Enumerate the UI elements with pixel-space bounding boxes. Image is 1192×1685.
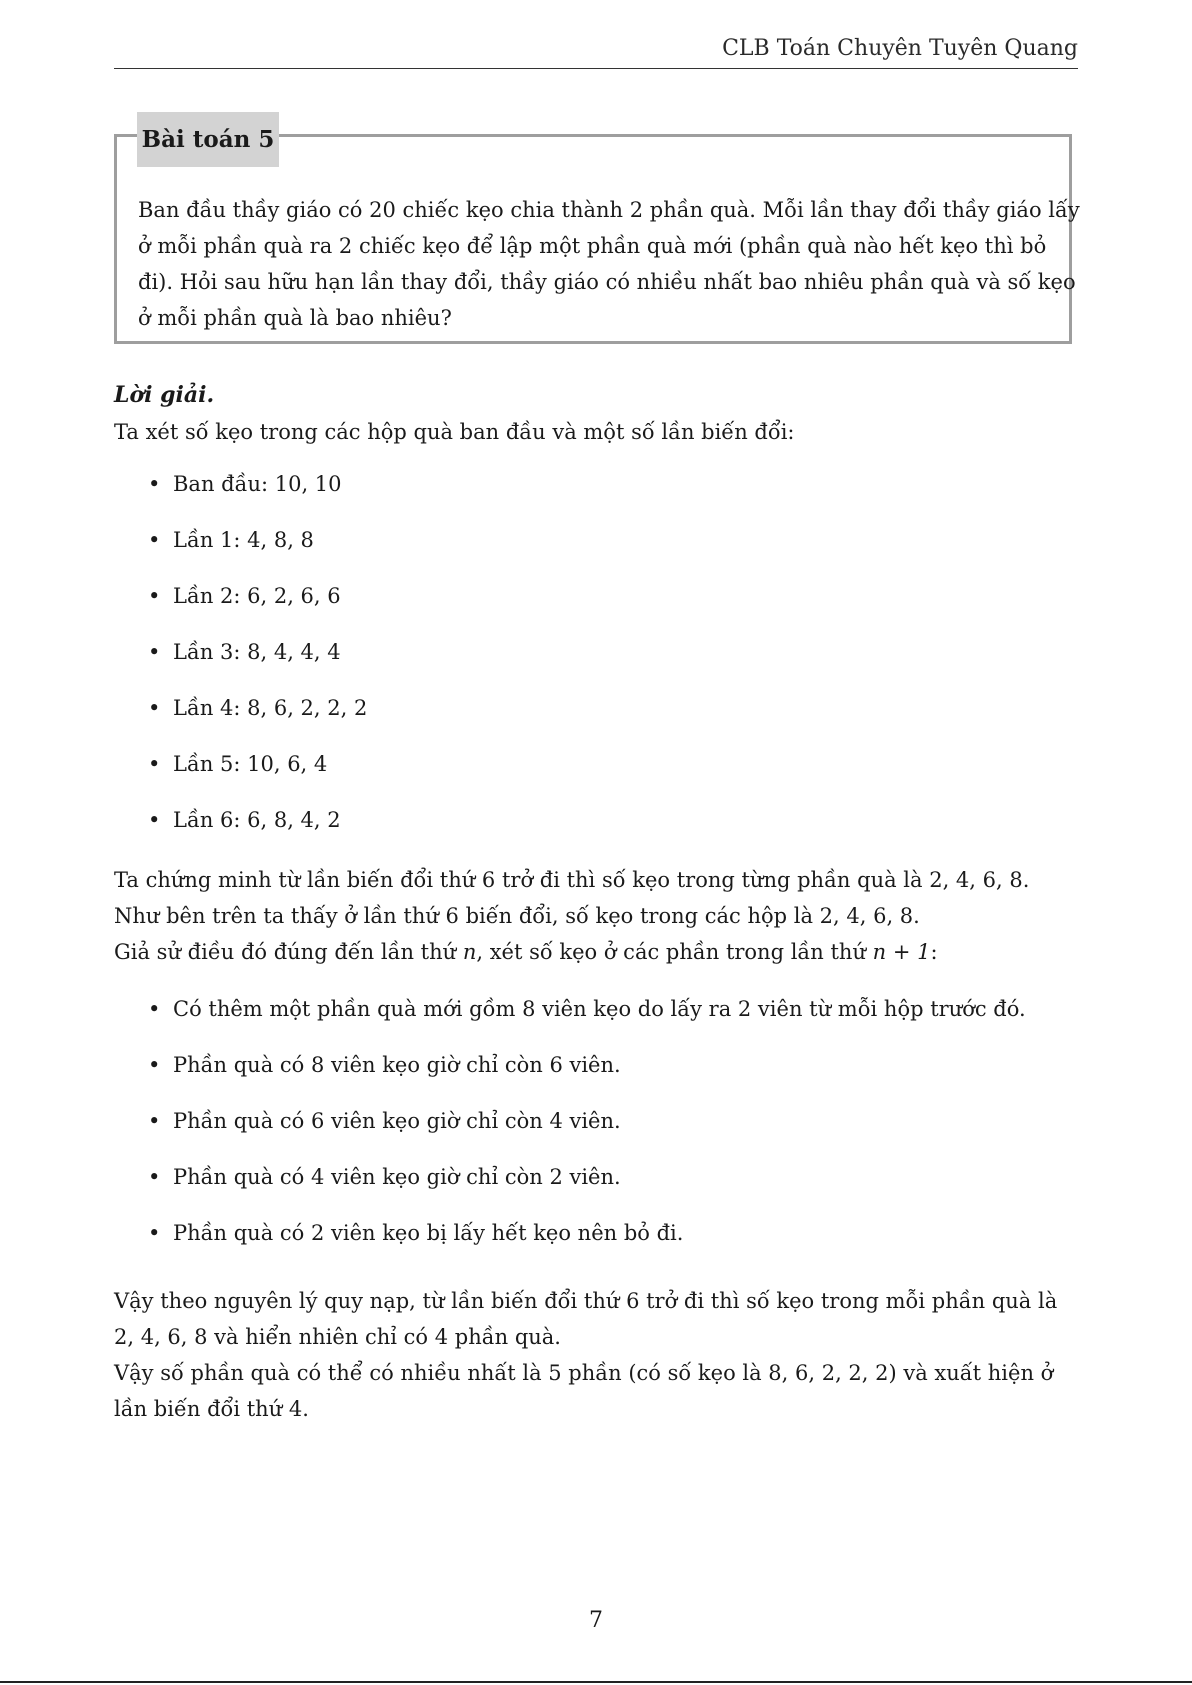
proof-text: , xét số kẹo ở các phần trong lần thứ xyxy=(476,940,873,964)
proof-line: Ta chứng minh từ lần biến đổi thứ 6 trở đi thì số kẹo trong từng phần quà là 2, 4, 6, 8. xyxy=(114,868,1030,892)
list-item xyxy=(148,640,341,664)
bullet-icon: • xyxy=(148,640,161,664)
list-item xyxy=(148,472,342,496)
list-item-text: Lần 5: 10, 6, 4 xyxy=(173,752,328,776)
math-variable: n xyxy=(462,940,477,964)
list-item-text: Lần 6: 6, 8, 4, 2 xyxy=(173,808,341,832)
list-item xyxy=(148,808,341,832)
bullet-icon: • xyxy=(148,752,161,776)
page-number: 7 xyxy=(589,1608,603,1633)
list-item xyxy=(148,528,314,552)
list-item xyxy=(148,1221,683,1245)
list-item xyxy=(148,584,341,608)
bullet-icon: • xyxy=(148,1053,161,1077)
conclusion-paragraph: Vậy theo nguyên lý quy nạp, từ lần biến đổi thứ 6 trở đi thì số kẹo trong mỗi phần quà là 2, 4, 6, 8 và hiển nhiên chỉ có 4 phần quà. xyxy=(114,1289,1058,1349)
list-item-text: Có thêm một phần quà mới gồm 8 viên kẹo do lấy ra 2 viên từ mỗi hộp trước đó. xyxy=(173,997,1026,1021)
problem-statement: Ban đầu thầy giáo có 20 chiếc kẹo chia thành 2 phần quà. Mỗi lần thay đổi thầy giáo lấy ở mỗi phần quà ra 2 chiếc kẹo để lập một phần quà mới (phần quà nào hết kẹo thì bỏ đi). Hỏi sau hữu hạn lần thay đổi, thầy giáo có nhiều nhất bao nhiêu phần quà và số kẹo ở mỗi phần quà là bao nhiêu? xyxy=(138,198,1080,330)
list-item xyxy=(148,1053,621,1077)
list-item-text: Phần quà có 6 viên kẹo giờ chỉ còn 4 viên. xyxy=(173,1109,621,1133)
list-item-text: Lần 3: 8, 4, 4, 4 xyxy=(173,640,341,664)
proof-text: Giả sử điều đó đúng đến lần thứ xyxy=(114,940,463,964)
proof-line: Như bên trên ta thấy ở lần thứ 6 biến đổi, số kẹo trong các hộp là 2, 4, 6, 8. xyxy=(114,904,920,928)
math-expression: n + 1 xyxy=(872,940,931,964)
list-item-text: Phần quà có 4 viên kẹo giờ chỉ còn 2 viên. xyxy=(173,1165,621,1189)
bullet-icon: • xyxy=(148,696,161,720)
bullet-icon: • xyxy=(148,528,161,552)
list-item xyxy=(148,1109,621,1133)
list-item-text: Lần 4: 8, 6, 2, 2, 2 xyxy=(173,696,368,720)
list-item-text: Lần 1: 4, 8, 8 xyxy=(173,528,314,552)
list-item xyxy=(148,1165,621,1189)
list-item xyxy=(148,997,1026,1021)
bullet-icon: • xyxy=(148,1109,161,1133)
solution-title: Lời giải. xyxy=(114,382,215,408)
list-item-text: Ban đầu: 10, 10 xyxy=(173,472,342,496)
bullet-icon: • xyxy=(148,584,161,608)
bullet-icon: • xyxy=(148,1165,161,1189)
header-rule xyxy=(114,68,1078,69)
proof-line xyxy=(114,934,1078,970)
list-item-text: Phần quà có 2 viên kẹo bị lấy hết kẹo nên bỏ đi. xyxy=(173,1221,684,1245)
conclusion-paragraph: Vậy số phần quà có thể có nhiều nhất là 5 phần (có số kẹo là 8, 6, 2, 2, 2) và xuất hiện ở lần biến đổi thứ 4. xyxy=(114,1361,1054,1421)
proof-text: : xyxy=(930,940,938,964)
running-header: CLB Toán Chuyên Tuyên Quang xyxy=(722,36,1078,61)
problem-label: Bài toán 5 xyxy=(137,112,279,167)
list-item xyxy=(148,696,367,720)
bottom-rule xyxy=(0,1681,1192,1683)
bullet-icon: • xyxy=(148,808,161,832)
bullet-icon: • xyxy=(148,997,161,1021)
bullet-icon: • xyxy=(148,472,161,496)
list-item-text: Phần quà có 8 viên kẹo giờ chỉ còn 6 viên. xyxy=(173,1053,621,1077)
solution-intro: Ta xét số kẹo trong các hộp quà ban đầu và một số lần biến đổi: xyxy=(114,420,795,444)
list-item-text: Lần 2: 6, 2, 6, 6 xyxy=(173,584,341,608)
list-item xyxy=(148,752,327,776)
bullet-icon: • xyxy=(148,1221,161,1245)
